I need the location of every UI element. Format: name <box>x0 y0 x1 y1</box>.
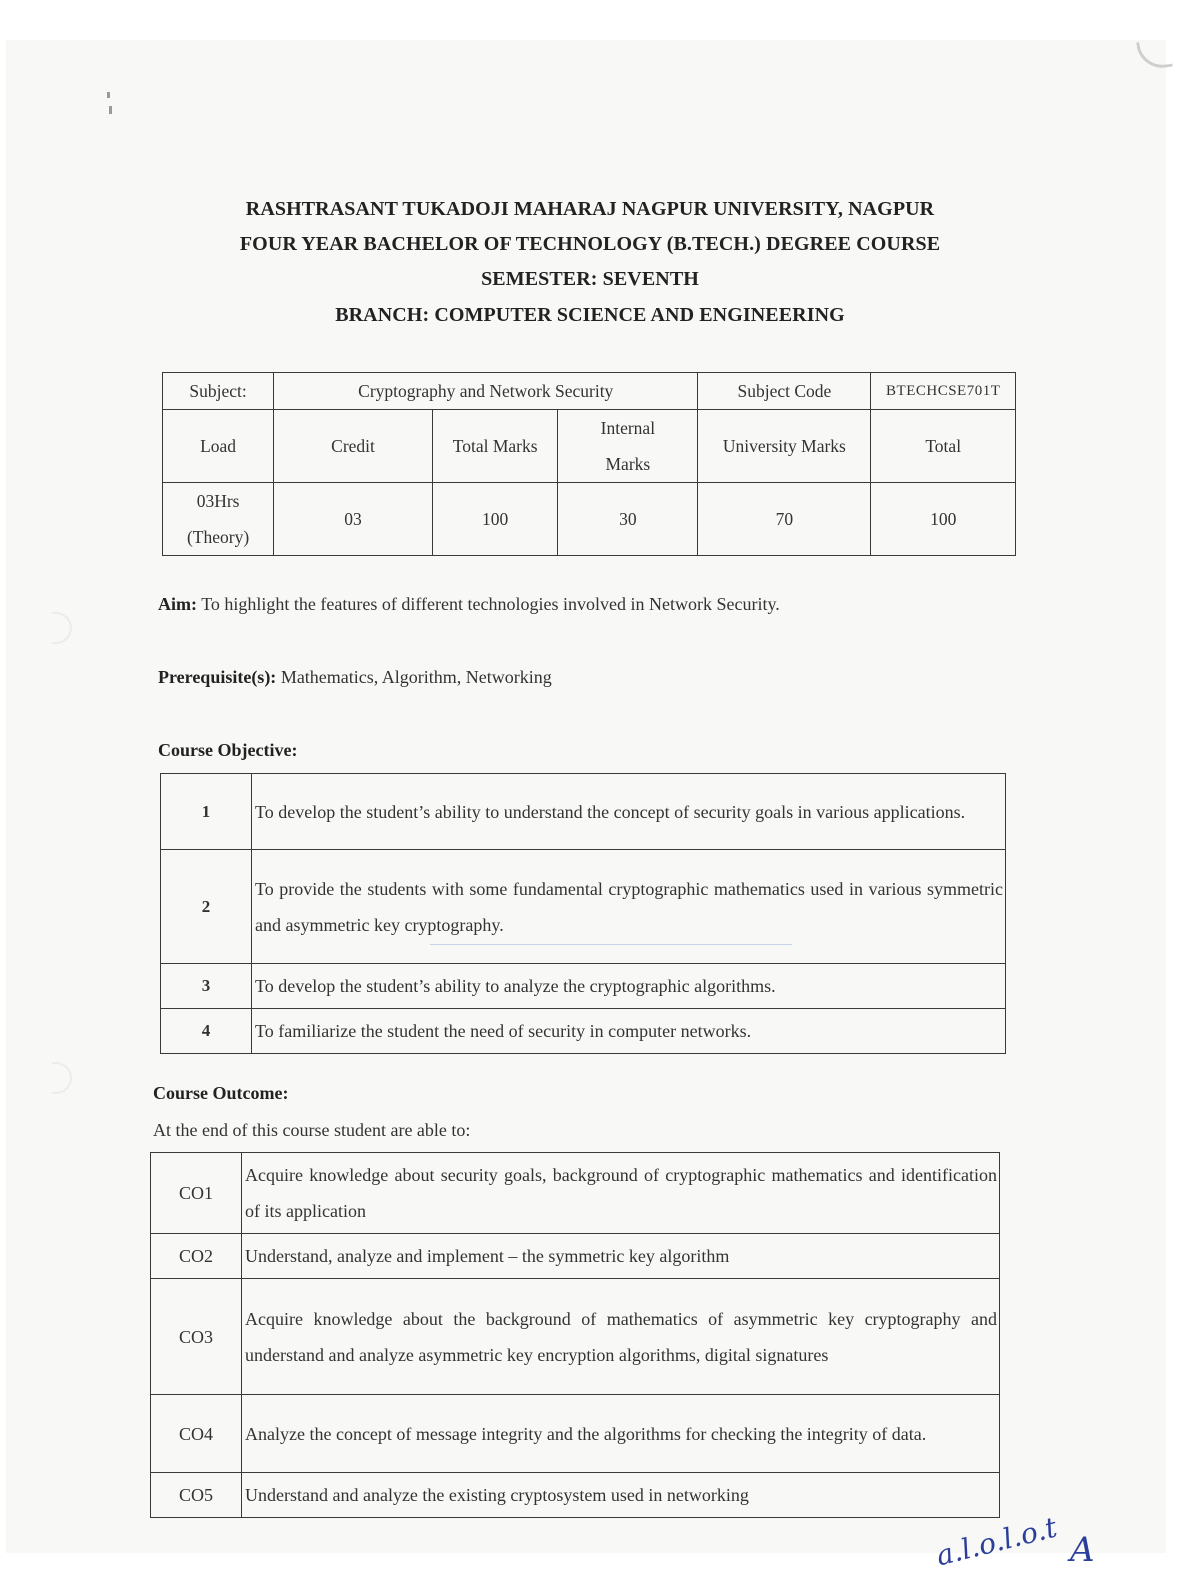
prerequisite-line <box>158 667 552 688</box>
objective-row <box>161 964 1006 1009</box>
objective-text: To familiarize the student the need of security in computer networks. <box>252 1009 1006 1054</box>
handwritten-initial: A <box>1070 1530 1095 1570</box>
subject-label: Subject: <box>163 373 274 410</box>
header-internal-marks <box>558 410 698 483</box>
outcome-row <box>151 1395 1000 1473</box>
total-marks-value: 100 <box>432 483 557 556</box>
outcomes-table <box>150 1152 1000 1518</box>
prerequisite-label: Prerequisite(s): <box>158 667 277 687</box>
university-marks-value: 70 <box>698 483 871 556</box>
objective-number: 1 <box>161 774 252 850</box>
scan-speck <box>109 106 112 114</box>
outcome-text: Understand and analyze the existing cryptosystem used in networking <box>242 1473 1000 1518</box>
objective-row <box>161 774 1006 850</box>
objectives-title: Course Objective: <box>158 740 298 760</box>
outcome-text: Acquire knowledge about the background of mathematics of asymmetric key cryptography and understand and analyze asymmetric key encryption algorithms, digital signatures <box>242 1279 1000 1395</box>
outcome-code: CO2 <box>151 1234 242 1279</box>
load-cell <box>163 483 274 556</box>
header-credit: Credit <box>274 410 433 483</box>
objective-text: To develop the student’s ability to understand the concept of security goals in various applications. <box>252 774 1006 850</box>
objective-text: To provide the students with some fundamental cryptographic mathematics used in various symmetric and asymmetric key cryptography. <box>252 850 1006 964</box>
marks-table <box>162 372 1016 556</box>
objective-number: 2 <box>161 850 252 964</box>
outcome-row <box>151 1279 1000 1395</box>
objectives-table <box>160 773 1006 1054</box>
outcome-row <box>151 1153 1000 1234</box>
outcome-code: CO4 <box>151 1395 242 1473</box>
header-university-marks: University Marks <box>698 410 871 483</box>
university-title: RASHTRASANT TUKADOJI MAHARAJ NAGPUR UNIVERSITY, NAGPUR <box>245 198 935 220</box>
aim-label: Aim: <box>158 594 197 614</box>
load-type: (Theory) <box>186 527 250 547</box>
subject-value: Cryptography and Network Security <box>274 373 698 410</box>
subject-code-value: BTECHCSE701T <box>871 373 1016 410</box>
outcome-code: CO5 <box>151 1473 242 1518</box>
objective-number: 3 <box>161 964 252 1009</box>
aim-text: To highlight the features of different technologies involved in Network Security. <box>201 594 780 614</box>
outcome-row <box>151 1473 1000 1518</box>
internal-marks-value: 30 <box>558 483 698 556</box>
objective-row <box>161 850 1006 964</box>
outcomes-title: Course Outcome: <box>153 1083 289 1103</box>
header-internal-marks-text: Internal Marks <box>600 418 656 474</box>
handwritten-signature: a.l.o.l.o.t <box>932 1510 1061 1572</box>
outcome-code: CO3 <box>151 1279 242 1395</box>
outcome-code: CO1 <box>151 1153 242 1234</box>
objective-text: To develop the student’s ability to analyze the cryptographic algorithms. <box>252 964 1006 1009</box>
objective-row <box>161 1009 1006 1054</box>
header-load: Load <box>163 410 274 483</box>
pen-line <box>430 944 792 945</box>
scan-speck <box>107 92 110 98</box>
credit-value: 03 <box>274 483 433 556</box>
aim-line <box>158 594 780 615</box>
header-total: Total <box>871 410 1016 483</box>
branch-title: BRANCH: COMPUTER SCIENCE AND ENGINEERING <box>335 304 845 326</box>
course-title: FOUR YEAR BACHELOR OF TECHNOLOGY (B.TECH.) DEGREE COURSE <box>239 233 941 255</box>
semester-title: SEMESTER: SEVENTH <box>481 268 699 290</box>
outcome-text: Acquire knowledge about security goals, background of cryptographic mathematics and identification of its application <box>242 1153 1000 1234</box>
header-total-marks: Total Marks <box>432 410 557 483</box>
prerequisite-text: Mathematics, Algorithm, Networking <box>280 667 552 687</box>
total-value: 100 <box>871 483 1016 556</box>
objective-number: 4 <box>161 1009 252 1054</box>
outcomes-intro: At the end of this course student are able to: <box>153 1120 471 1140</box>
outcome-text: Understand, analyze and implement – the symmetric key algorithm <box>242 1234 1000 1279</box>
load-hours: 03Hrs <box>196 491 240 511</box>
subject-code-label: Subject Code <box>698 373 871 410</box>
outcome-row <box>151 1234 1000 1279</box>
outcome-text: Analyze the concept of message integrity and the algorithms for checking the integrity of data. <box>242 1395 1000 1473</box>
